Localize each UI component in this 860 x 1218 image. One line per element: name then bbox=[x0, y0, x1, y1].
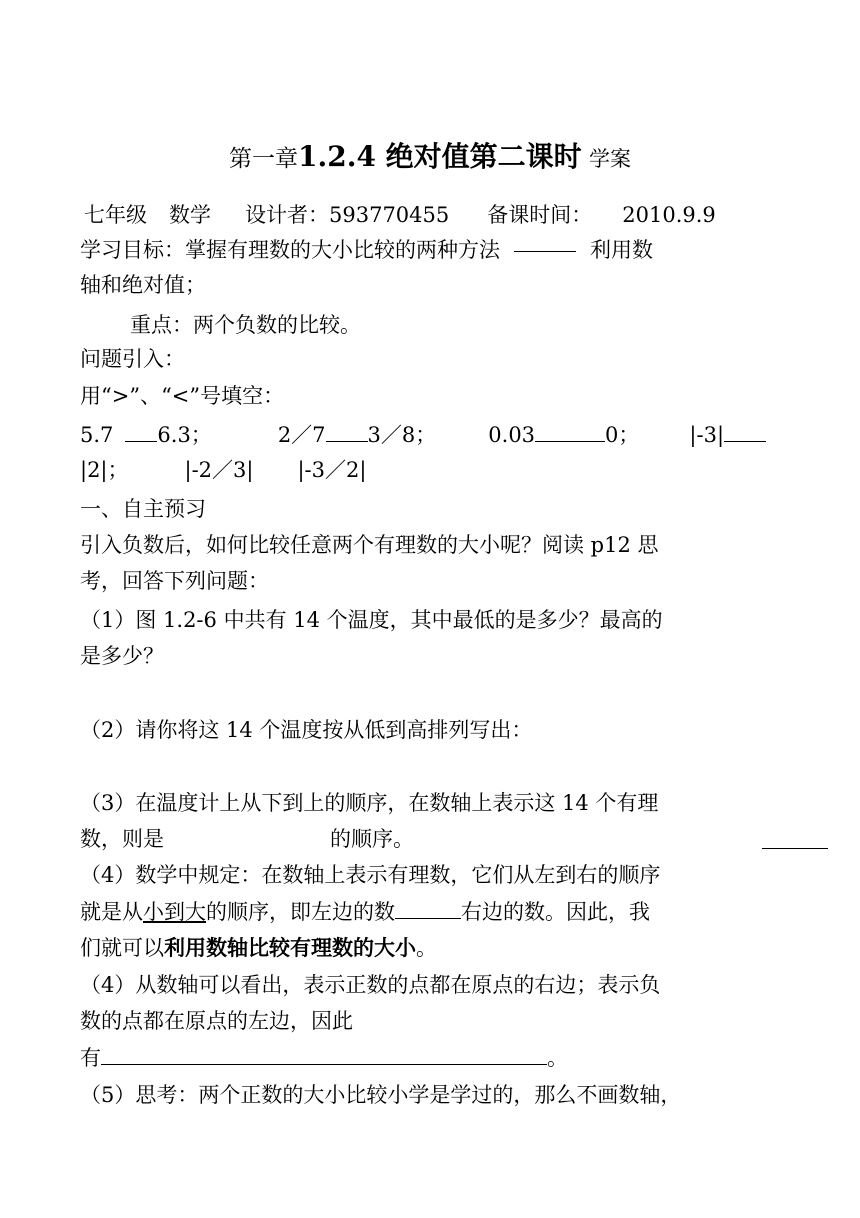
intro-instruction: 用“>”、“<”号填空： bbox=[80, 384, 285, 408]
key-point: 重点：两个负数的比较。 bbox=[130, 313, 361, 337]
question-3-cont: 数，则是 的顺序。 bbox=[80, 827, 414, 851]
answer-blank[interactable] bbox=[125, 421, 157, 442]
answer-blank[interactable] bbox=[535, 421, 605, 442]
subject: 数学 bbox=[169, 203, 211, 227]
answer-blank[interactable] bbox=[762, 848, 828, 849]
question-1: （1）图 1.2-6 中共有 14 个温度，其中最低的是多少？最高的 bbox=[80, 608, 663, 632]
grade: 七年级 bbox=[84, 203, 147, 227]
answer-blank[interactable] bbox=[326, 421, 368, 442]
question-3: （3）在温度计上从下到上的顺序，在数轴上表示这 14 个有理 bbox=[80, 791, 659, 815]
paragraph: 考，回答下列问题： bbox=[80, 569, 269, 593]
question-4b: （4）从数轴可以看出，表示正数的点都在原点的右边；表示负 bbox=[80, 973, 661, 997]
intro-heading: 问题引入： bbox=[80, 347, 185, 371]
section-heading: 一、自主预习 bbox=[80, 497, 206, 521]
objective-line-1: 学习目标：掌握有理数的大小比较的两种方法 利用数 bbox=[80, 238, 653, 262]
title-prefix: 第一章 bbox=[228, 146, 298, 172]
answer-blank[interactable] bbox=[395, 898, 461, 919]
page-title bbox=[0, 142, 860, 174]
fill-in-line-2: |2|； |-2／3| |-3／2| bbox=[80, 458, 367, 482]
question-5: （5）思考：两个正数的大小比较小学是学过的，那么不画数轴， bbox=[80, 1083, 682, 1107]
question-4b-cont: 数的点都在原点的左边，因此 bbox=[80, 1009, 353, 1033]
prep-time-label: 备课时间： bbox=[487, 203, 593, 227]
prep-time: 2010.9.9 bbox=[622, 203, 716, 227]
question-2: （2）请你将这 14 个温度按从低到高排列写出： bbox=[80, 718, 533, 742]
question-4-cont: 就是从小到大的顺序，即左边的数 右边的数。因此，我 bbox=[80, 900, 650, 924]
question-4: （4）数学中规定：在数轴上表示有理数，它们从左到右的顺序 bbox=[80, 863, 661, 887]
fill-in-line-1: 5.7 6.3； 2／7 3／8； 0.03 0； |-3| bbox=[80, 420, 766, 450]
question-1-cont: 是多少？ bbox=[80, 644, 164, 668]
answer-blank[interactable] bbox=[101, 1044, 547, 1065]
dash-separator bbox=[514, 251, 576, 252]
meta-line bbox=[84, 200, 716, 230]
title-suffix: 学案 bbox=[589, 147, 631, 171]
question-4b-cont2: 有 。 bbox=[80, 1046, 568, 1070]
title-main: 1.2.4 绝对值第二课时 bbox=[297, 140, 582, 173]
objective-line-2: 轴和绝对值； bbox=[80, 273, 206, 297]
paragraph: 引入负数后，如何比较任意两个有理数的大小呢？阅读 p12 思 bbox=[80, 533, 659, 557]
designer: 设计者：593770455 bbox=[245, 203, 450, 227]
question-4-cont2: 们就可以利用数轴比较有理数的大小。 bbox=[80, 935, 437, 960]
answer-blank[interactable] bbox=[724, 421, 766, 442]
